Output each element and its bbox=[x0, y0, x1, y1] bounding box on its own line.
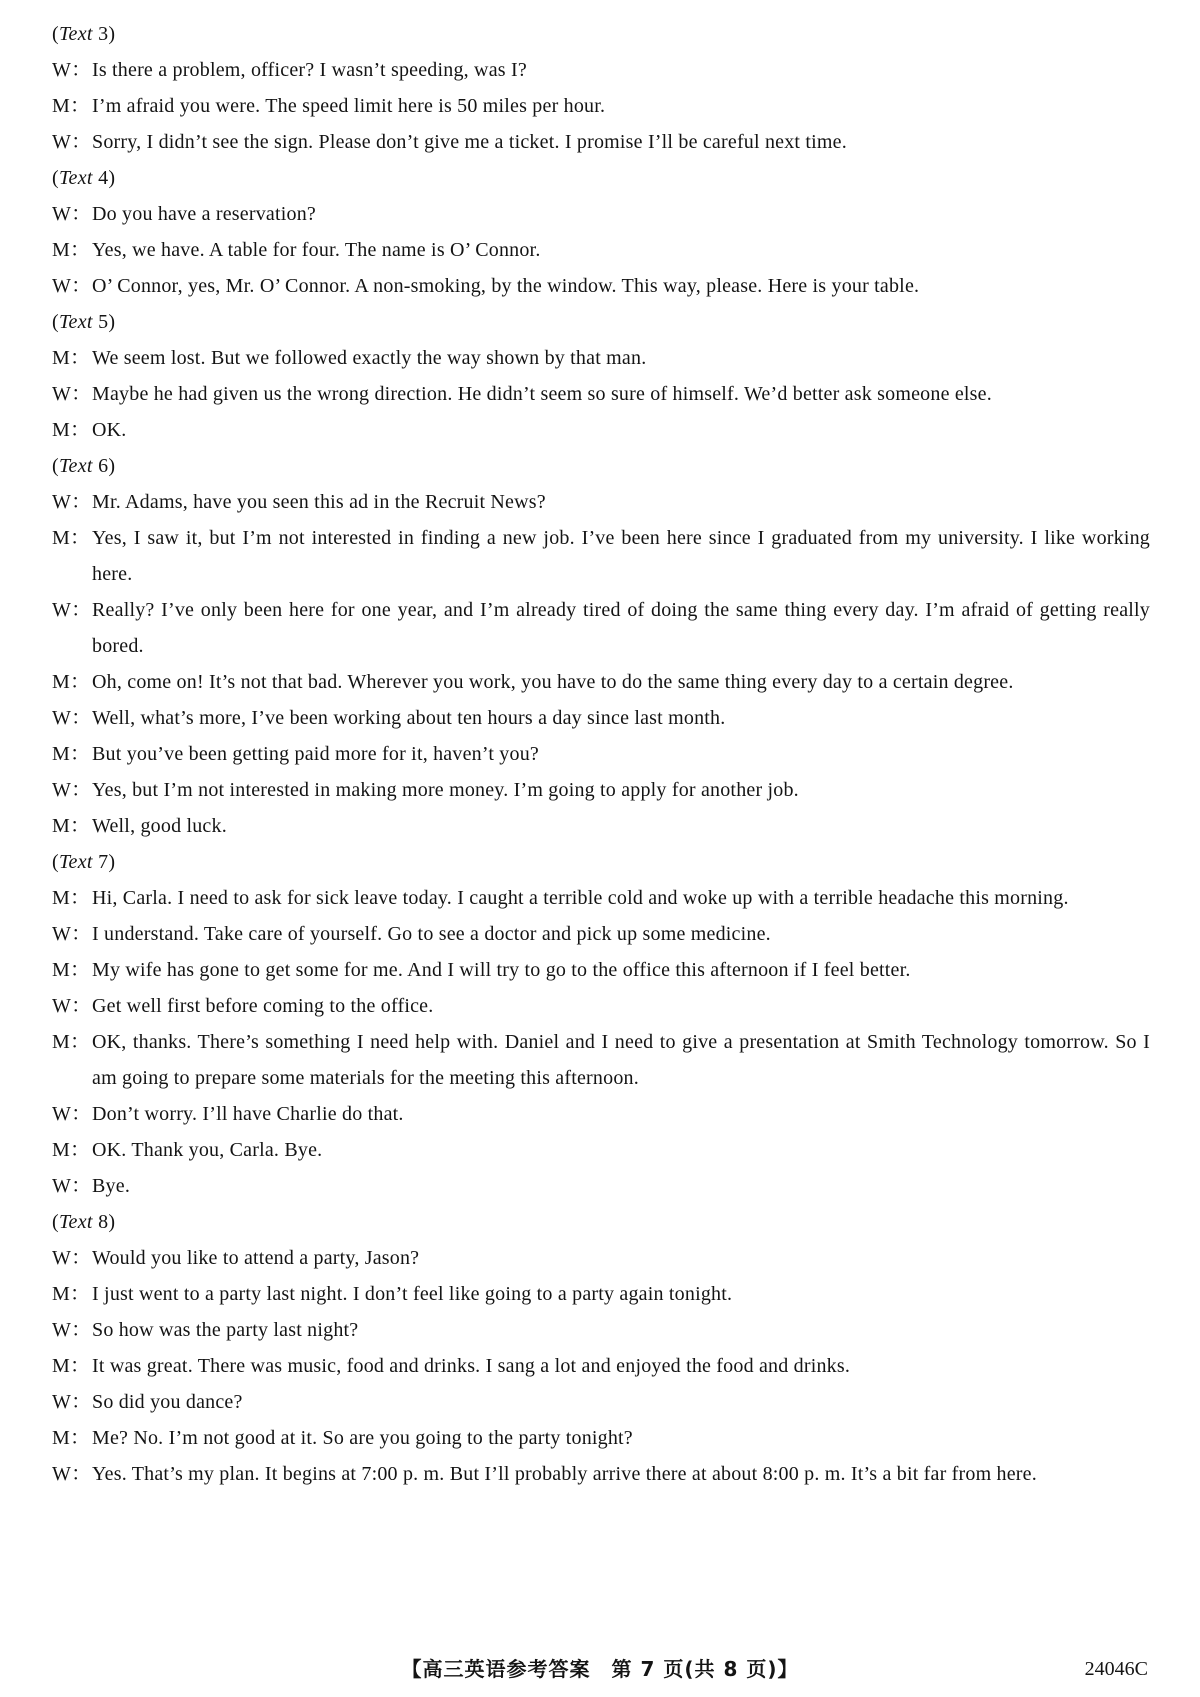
speaker-label: W： bbox=[52, 923, 92, 945]
speaker-label: W： bbox=[52, 779, 92, 801]
dialogue-text: Well, good luck. bbox=[92, 815, 227, 837]
section-number: 6 bbox=[98, 455, 109, 477]
dialogue-line bbox=[52, 808, 1150, 844]
page-footer bbox=[0, 1652, 1200, 1686]
dialogue-text: Yes, I saw it, but I’m not interested in finding a new job. I’ve been here since I graduated from my university. I like working here. bbox=[92, 527, 1150, 585]
dialogue-text: I just went to a party last night. I don’t feel like going to a party again tonight. bbox=[92, 1283, 733, 1305]
speaker-label: W： bbox=[52, 383, 92, 405]
speaker-label: W： bbox=[52, 203, 92, 225]
dialogue-line bbox=[52, 232, 1150, 268]
speaker-label: M： bbox=[52, 419, 91, 441]
text-section-header: (Text 8) bbox=[52, 1211, 116, 1233]
dialogue-text: So how was the party last night? bbox=[92, 1319, 359, 1341]
section-number: 7 bbox=[98, 851, 109, 873]
speaker-label: M： bbox=[52, 239, 91, 261]
section-number: 4 bbox=[98, 167, 109, 189]
dialogue-text: O’ Connor, yes, Mr. O’ Connor. A non-smoking, by the window. This way, please. Here is your table. bbox=[92, 275, 920, 297]
dialogue-text: Me? No. I’m not good at it. So are you going to the party tonight? bbox=[92, 1427, 633, 1449]
dialogue-line bbox=[52, 880, 1150, 916]
dialogue-text: So did you dance? bbox=[92, 1391, 243, 1413]
dialogue-line bbox=[52, 1024, 1150, 1096]
dialogue-text: I’m afraid you were. The speed limit here is 50 miles per hour. bbox=[92, 95, 606, 117]
speaker-label: W： bbox=[52, 599, 92, 621]
speaker-label: W： bbox=[52, 1319, 92, 1341]
speaker-label: M： bbox=[52, 347, 91, 369]
footer-code: 24046C bbox=[1084, 1658, 1148, 1680]
dialogue-line bbox=[52, 88, 1150, 124]
speaker-label: W： bbox=[52, 995, 92, 1017]
dialogue-line bbox=[52, 1348, 1150, 1384]
text-section-header: (Text 6) bbox=[52, 455, 116, 477]
dialogue-line bbox=[52, 1384, 1150, 1420]
speaker-label: W： bbox=[52, 1463, 92, 1485]
dialogue-text: Oh, come on! It’s not that bad. Wherever you work, you have to do the same thing every day to a certain degree. bbox=[92, 671, 1014, 693]
dialogue-line bbox=[52, 340, 1150, 376]
dialogue-line bbox=[52, 736, 1150, 772]
footer-page-info: 【高三英语参考答案 第 7 页(共 8 页)】 bbox=[401, 1657, 799, 1681]
dialogue-text: My wife has gone to get some for me. And I will try to go to the office this afternoon if I feel better. bbox=[92, 959, 911, 981]
dialogue-text: But you’ve been getting paid more for it, haven’t you? bbox=[92, 743, 539, 765]
dialogue-line bbox=[52, 988, 1150, 1024]
speaker-label: W： bbox=[52, 1175, 92, 1197]
dialogue-line bbox=[52, 592, 1150, 664]
speaker-label: M： bbox=[52, 1355, 91, 1377]
dialogue-text: Maybe he had given us the wrong direction. He didn’t seem so sure of himself. We’d better ask someone else. bbox=[92, 383, 992, 405]
section-label: Text bbox=[58, 455, 93, 477]
section-label: Text bbox=[58, 311, 93, 333]
dialogue-line bbox=[52, 916, 1150, 952]
dialogue-line bbox=[52, 772, 1150, 808]
transcript-body bbox=[52, 16, 1150, 1492]
dialogue-text: Hi, Carla. I need to ask for sick leave today. I caught a terrible cold and woke up with a terrible headache this morning. bbox=[92, 887, 1069, 909]
text-section-header: (Text 4) bbox=[52, 167, 116, 189]
dialogue-text: Get well first before coming to the office. bbox=[92, 995, 434, 1017]
dialogue-text: Well, what’s more, I’ve been working about ten hours a day since last month. bbox=[92, 707, 726, 729]
dialogue-line bbox=[52, 700, 1150, 736]
dialogue-text: Would you like to attend a party, Jason? bbox=[92, 1247, 420, 1269]
speaker-label: M： bbox=[52, 671, 91, 693]
speaker-label: M： bbox=[52, 887, 91, 909]
dialogue-line bbox=[52, 196, 1150, 232]
dialogue-line bbox=[52, 1312, 1150, 1348]
dialogue-text: Do you have a reservation? bbox=[92, 203, 316, 225]
dialogue-line bbox=[52, 1420, 1150, 1456]
dialogue-line bbox=[52, 1096, 1150, 1132]
dialogue-text: We seem lost. But we followed exactly the way shown by that man. bbox=[92, 347, 647, 369]
dialogue-text: Yes, but I’m not interested in making more money. I’m going to apply for another job. bbox=[92, 779, 799, 801]
speaker-label: M： bbox=[52, 743, 91, 765]
dialogue-text: Really? I’ve only been here for one year, and I’m already tired of doing the same thing every day. I’m afraid of getting really bored. bbox=[92, 599, 1150, 657]
section-label: Text bbox=[58, 23, 93, 45]
speaker-label: M： bbox=[52, 1283, 91, 1305]
speaker-label: W： bbox=[52, 1391, 92, 1413]
dialogue-line bbox=[52, 268, 1150, 304]
section-label: Text bbox=[58, 167, 93, 189]
dialogue-line bbox=[52, 412, 1150, 448]
section-number: 5 bbox=[98, 311, 109, 333]
dialogue-text: It was great. There was music, food and drinks. I sang a lot and enjoyed the food and drinks. bbox=[92, 1355, 851, 1377]
speaker-label: W： bbox=[52, 1247, 92, 1269]
dialogue-text: OK. Thank you, Carla. Bye. bbox=[92, 1139, 323, 1161]
dialogue-text: Sorry, I didn’t see the sign. Please don’t give me a ticket. I promise I’ll be careful next time. bbox=[92, 131, 847, 153]
speaker-label: M： bbox=[52, 1427, 91, 1449]
dialogue-line bbox=[52, 52, 1150, 88]
dialogue-text: Is there a problem, officer? I wasn’t speeding, was I? bbox=[92, 59, 527, 81]
dialogue-text: I understand. Take care of yourself. Go to see a doctor and pick up some medicine. bbox=[92, 923, 771, 945]
speaker-label: W： bbox=[52, 275, 92, 297]
dialogue-line bbox=[52, 1240, 1150, 1276]
section-number: 3 bbox=[98, 23, 109, 45]
text-section-header: (Text 3) bbox=[52, 23, 116, 45]
dialogue-text: OK. bbox=[92, 419, 127, 441]
dialogue-line bbox=[52, 520, 1150, 592]
speaker-label: W： bbox=[52, 131, 92, 153]
section-label: Text bbox=[58, 1211, 93, 1233]
speaker-label: M： bbox=[52, 959, 91, 981]
dialogue-text: Yes. That’s my plan. It begins at 7:00 p. m. But I’ll probably arrive there at about 8:00 p. m. It’s a bit far from here. bbox=[92, 1463, 1037, 1485]
text-section-header: (Text 7) bbox=[52, 851, 116, 873]
text-section-header: (Text 5) bbox=[52, 311, 116, 333]
speaker-label: M： bbox=[52, 1139, 91, 1161]
dialogue-text: Don’t worry. I’ll have Charlie do that. bbox=[92, 1103, 404, 1125]
speaker-label: W： bbox=[52, 707, 92, 729]
speaker-label: W： bbox=[52, 491, 92, 513]
speaker-label: M： bbox=[52, 95, 91, 117]
dialogue-text: Bye. bbox=[92, 1175, 131, 1197]
section-number: 8 bbox=[98, 1211, 109, 1233]
speaker-label: M： bbox=[52, 815, 91, 837]
dialogue-line bbox=[52, 1276, 1150, 1312]
speaker-label: M： bbox=[52, 527, 91, 549]
speaker-label: W： bbox=[52, 1103, 92, 1125]
dialogue-text: Mr. Adams, have you seen this ad in the Recruit News? bbox=[92, 491, 546, 513]
speaker-label: M： bbox=[52, 1031, 91, 1053]
dialogue-line bbox=[52, 1168, 1150, 1204]
dialogue-line bbox=[52, 952, 1150, 988]
dialogue-line bbox=[52, 1132, 1150, 1168]
dialogue-line bbox=[52, 664, 1150, 700]
dialogue-line bbox=[52, 376, 1150, 412]
dialogue-line bbox=[52, 484, 1150, 520]
dialogue-line bbox=[52, 1456, 1150, 1492]
dialogue-text: Yes, we have. A table for four. The name is O’ Connor. bbox=[92, 239, 541, 261]
dialogue-text: OK, thanks. There’s something I need help with. Daniel and I need to give a presentation at Smith Technology tomorrow. So I am going to prepare some materials for the meeting this afternoon. bbox=[92, 1031, 1150, 1089]
speaker-label: W： bbox=[52, 59, 92, 81]
dialogue-line bbox=[52, 124, 1150, 160]
section-label: Text bbox=[58, 851, 93, 873]
